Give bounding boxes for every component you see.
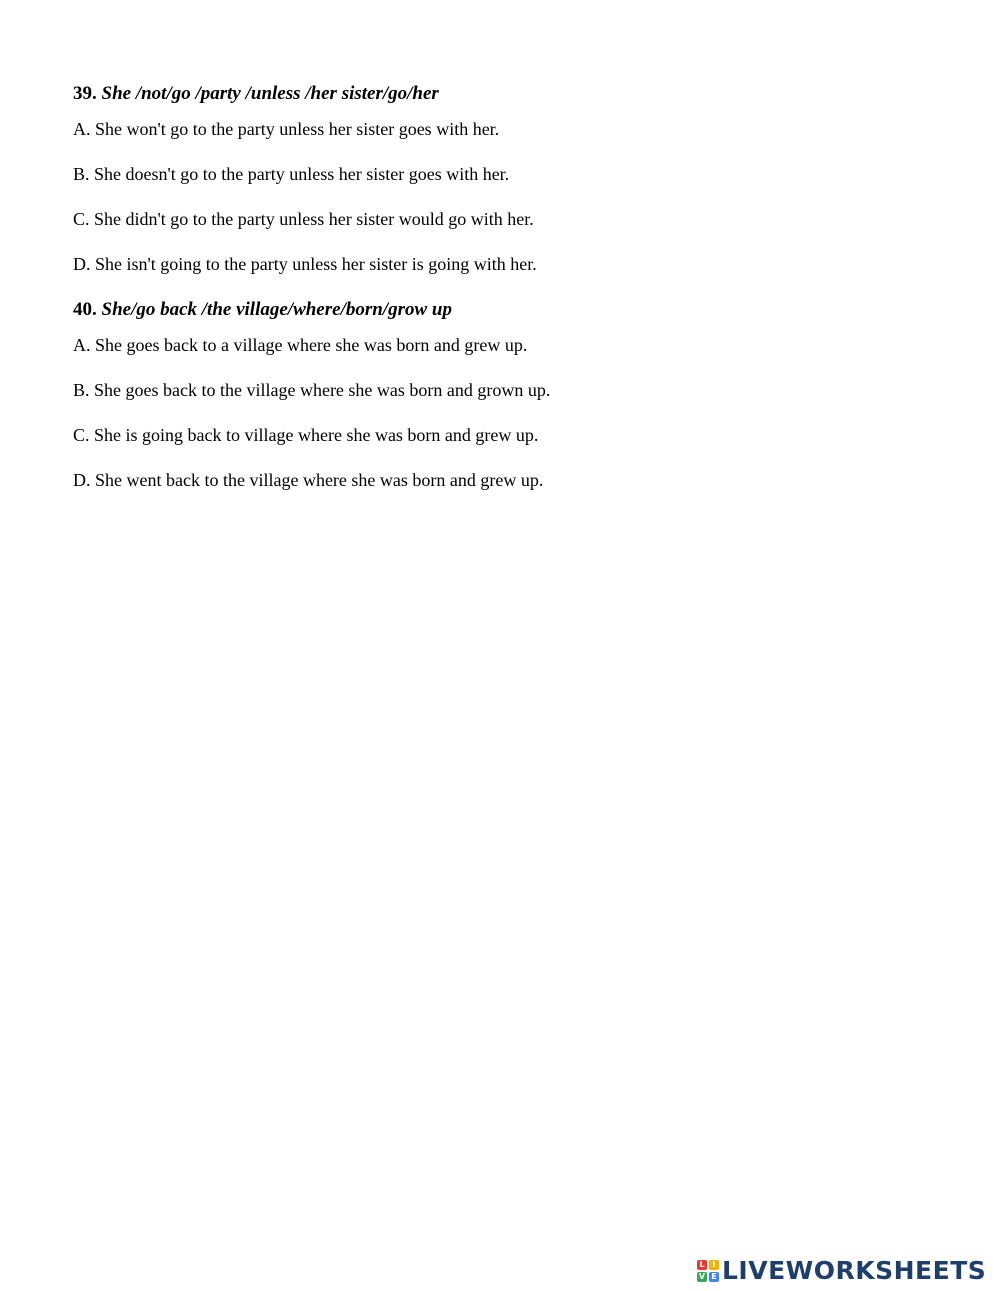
option-d[interactable]: D. She isn't going to the party unless her sister is going with her. [73, 254, 537, 274]
logo-text: LIVEWORKSHEETS [722, 1256, 987, 1285]
option-d[interactable]: D. She went back to the village where she was born and grew up. [73, 470, 544, 490]
option-c[interactable]: C. She didn't go to the party unless her sister would go with her. [73, 209, 534, 229]
liveworksheets-logo [697, 1256, 986, 1286]
question-heading [73, 298, 953, 322]
option-a[interactable]: A. She won't go to the party unless her sister goes with her. [73, 119, 500, 139]
option-c[interactable]: C. She is going back to village where she was born and grew up. [73, 425, 539, 445]
logo-block-i: I [709, 1260, 719, 1270]
question-heading [73, 82, 953, 106]
question-number: 39. [73, 83, 97, 104]
question-40 [73, 298, 953, 490]
question-39 [73, 82, 953, 274]
logo-block-l: L [697, 1260, 707, 1270]
question-prompt: She/go back /the village/where/born/grow up [101, 299, 452, 320]
option-b[interactable]: B. She doesn't go to the party unless her sister goes with her. [73, 164, 510, 184]
option-a[interactable]: A. She goes back to a village where she was born and grew up. [73, 335, 528, 355]
question-number: 40. [73, 299, 97, 320]
question-prompt: She /not/go /party /unless /her sister/go/her [101, 83, 439, 104]
logo-block-v: V [698, 1272, 706, 1281]
logo-block-e: E [709, 1272, 719, 1282]
option-b[interactable]: B. She goes back to the village where she was born and grown up. [73, 380, 551, 400]
logo-blocks-icon [697, 1260, 719, 1282]
